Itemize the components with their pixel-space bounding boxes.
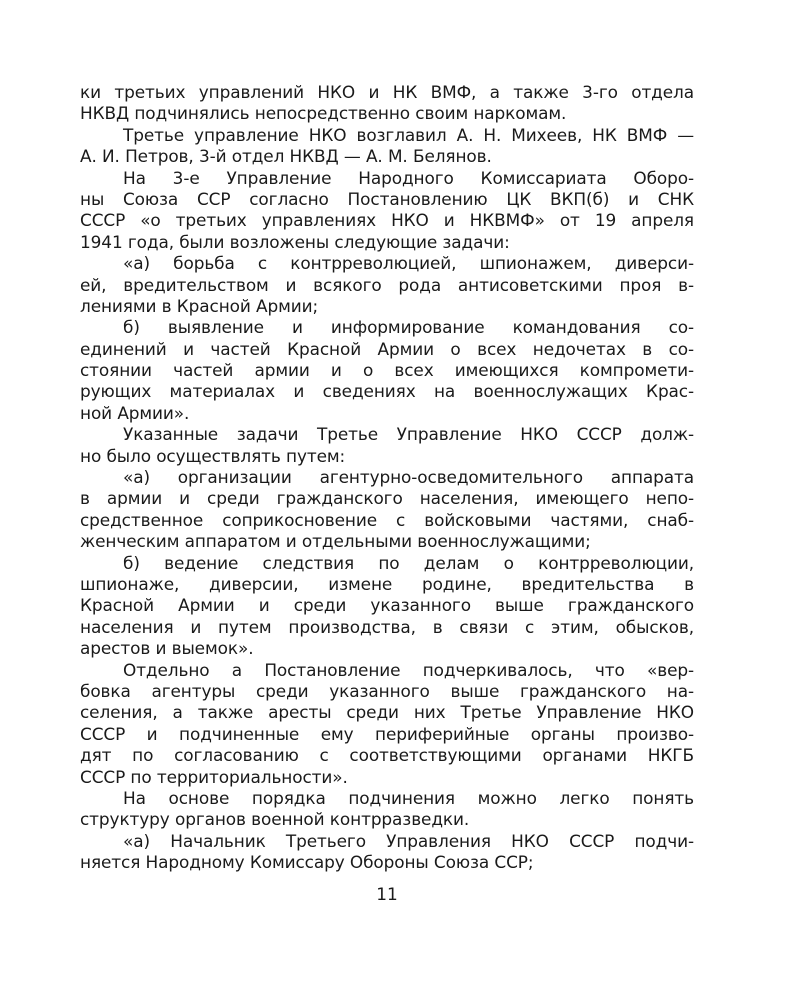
text-line: б) выявление и информирование командования со- — [123, 317, 694, 338]
text-line: А. И. Петров, 3-й отдел НКВД — А. М. Белянов. — [80, 146, 492, 167]
page-number: 11 — [376, 884, 398, 904]
text-line: в армии и среди гражданского населения, имеющего непо- — [80, 488, 694, 509]
text-line: «а) Начальник Третьего Управления НКО СССР подчи- — [123, 830, 694, 851]
text-line: ной Армии». — [80, 402, 190, 423]
text-line: няется Народному Комиссару Обороны Союза ССР; — [80, 852, 534, 873]
text-line: бовка агентуры среди указанного выше гражданского на- — [80, 680, 694, 701]
text-line: Указанные задачи Третье Управление НКО СССР долж- — [123, 424, 694, 445]
text-line: На 3-е Управление Народного Комиссариата Оборо- — [123, 167, 694, 188]
text-line: На основе порядка подчинения можно легко понять — [123, 787, 694, 808]
text-line: но было осуществлять путем: — [80, 445, 346, 466]
text-line: б) ведение следствия по делам о контрреволюции, — [123, 552, 694, 573]
text-line: ки третьих управлений НКО и НК ВМФ, а также 3-го отдела — [80, 82, 694, 102]
text-line: 1941 года, были возложены следующие задачи: — [80, 231, 510, 252]
text-line: «а) организации агентурно-осведомительного аппарата — [123, 467, 694, 488]
page-body — [80, 82, 694, 873]
text-line: Третье управление НКО возглавил А. Н. Михеев, НК ВМФ — — [123, 124, 694, 145]
text-line: НКВД подчинялись непосредственно своим наркомам. — [80, 103, 567, 124]
text-line: Красной Армии и среди указанного выше гражданского — [80, 595, 694, 616]
text-line: структуру органов военной контрразведки. — [80, 809, 470, 830]
text-line: СССР «о третьих управлениях НКО и НКВМФ» от 19 апреля — [80, 210, 694, 231]
text-line: селения, а также аресты среди них Третье Управление НКО — [80, 702, 694, 723]
text-line: шпионаже, диверсии, измене родине, вредительства в — [80, 573, 694, 594]
text-line: стоянии частей армии и о всех имеющихся компромети- — [80, 360, 694, 381]
text-line: СССР и подчиненные ему периферийные органы произво- — [80, 723, 694, 744]
text-line: средственное соприкосновение с войсковыми частями, снаб- — [80, 509, 694, 530]
text-line: лениями в Красной Армии; — [80, 295, 319, 316]
text-line: женческим аппаратом и отдельными военнослужащими; — [80, 531, 591, 552]
text-line: рующих материалах и сведениях на военнослужащих Крас- — [80, 381, 694, 402]
text-line: единений и частей Красной Армии о всех недочетах в со- — [80, 338, 694, 359]
text-line: населения и путем производства, в связи с этим, обысков, — [80, 616, 694, 637]
text-line: арестов и выемок». — [80, 638, 254, 659]
text-line: ны Союза ССР согласно Постановлению ЦК ВКП(б) и СНК — [80, 188, 694, 209]
text-line: дят по согласованию с соответствующими органами НКГБ — [80, 745, 694, 766]
text-line: ей, вредительством и всякого рода антисоветскими проя в- — [80, 274, 694, 295]
text-line: «а) борьба с контрреволюцией, шпионажем, диверси- — [123, 253, 694, 274]
text-line: СССР по территориальности». — [80, 766, 348, 787]
text-line: Отдельно а Постановление подчеркивалось, что «вер- — [123, 659, 694, 680]
